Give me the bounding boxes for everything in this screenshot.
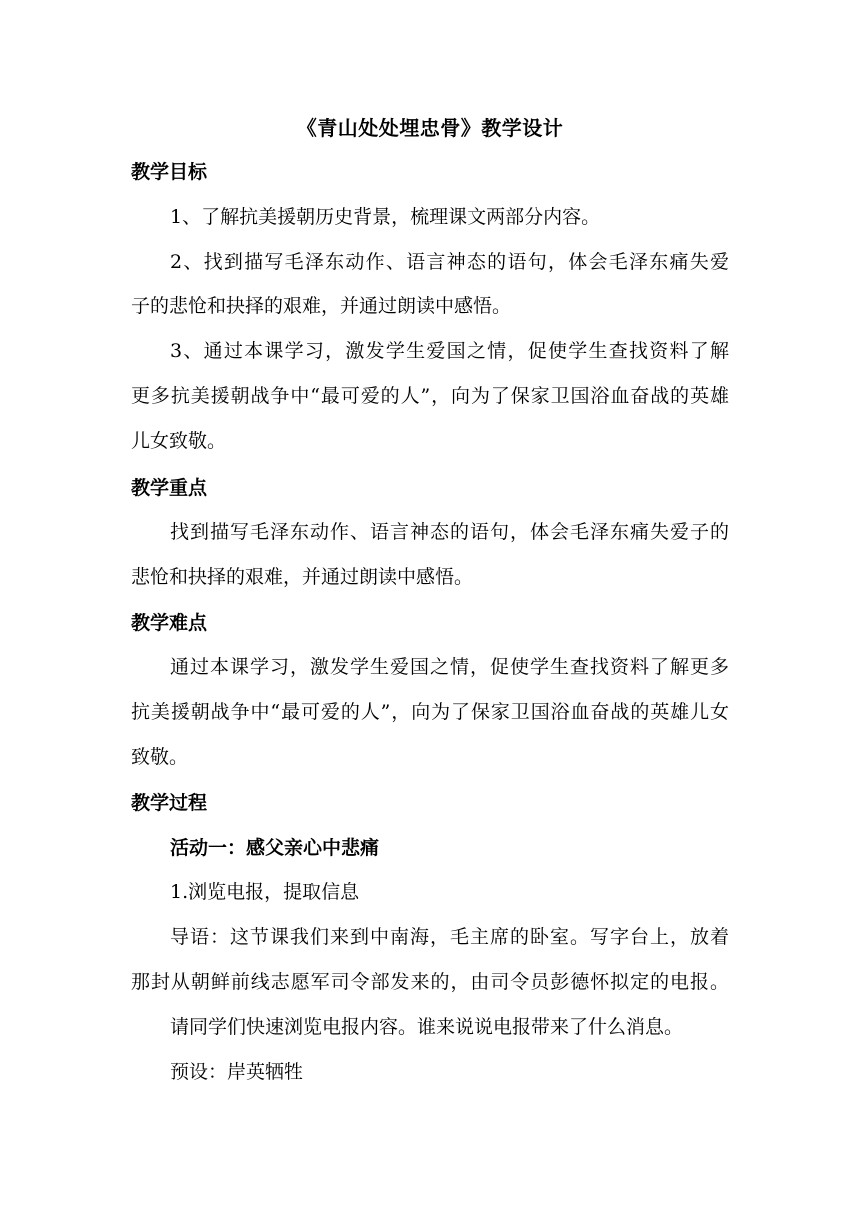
heading-difficulties: 教学难点: [131, 612, 208, 634]
key-points-line-1: 找到描写毛泽东动作、语言神态的语句，体会毛泽东痛失爱子的: [170, 521, 729, 543]
key-points-line-2: 悲怆和抉择的艰难，并通过朗读中感悟。: [131, 566, 474, 588]
goal-item-1: 1、了解抗美援朝历史背景，梳理课文两部分内容。: [170, 206, 601, 228]
intro-line-2: 那封从朝鲜前线志愿军司令部发来的，由司令员彭德怀拟定的电报。: [131, 971, 729, 993]
heading-process: 教学过程: [131, 792, 208, 814]
goal-item-3-line-1: 3、通过本课学习，激发学生爱国之情，促使学生查找资料了解: [170, 340, 729, 362]
difficulties-line-1: 通过本课学习，激发学生爱国之情，促使学生查找资料了解更多: [170, 656, 729, 678]
activity-1-title: 活动一：感父亲心中悲痛: [170, 837, 380, 859]
task-line: 请同学们快速浏览电报内容。谁来说说电报带来了什么消息。: [170, 1016, 684, 1038]
difficulties-line-2: 抗美援朝战争中“最可爱的人”，向为了保家卫国浴血奋战的英雄儿女: [131, 701, 729, 723]
goal-item-3-line-3: 儿女致敬。: [131, 430, 227, 452]
intro-line-1: 导语：这节课我们来到中南海，毛主席的卧室。写字台上，放着: [170, 926, 729, 948]
heading-teaching-goals: 教学目标: [131, 161, 208, 183]
heading-key-points: 教学重点: [131, 477, 208, 499]
document-title: 《青山处处埋忠骨》教学设计: [296, 116, 564, 140]
goal-item-2-line-1: 2、找到描写毛泽东动作、语言神态的语句，体会毛泽东痛失爱: [170, 251, 729, 273]
step-1: 1.浏览电报，提取信息: [170, 881, 360, 903]
goal-item-3-line-2: 更多抗美援朝战争中“最可爱的人”，向为了保家卫国浴血奋战的英雄: [131, 385, 729, 407]
difficulties-line-3: 致敬。: [131, 746, 189, 768]
goal-item-2-line-2: 子的悲怆和抉择的艰难，并通过朗读中感悟。: [131, 295, 512, 317]
preset-line: 预设：岸英牺牲: [170, 1061, 304, 1083]
